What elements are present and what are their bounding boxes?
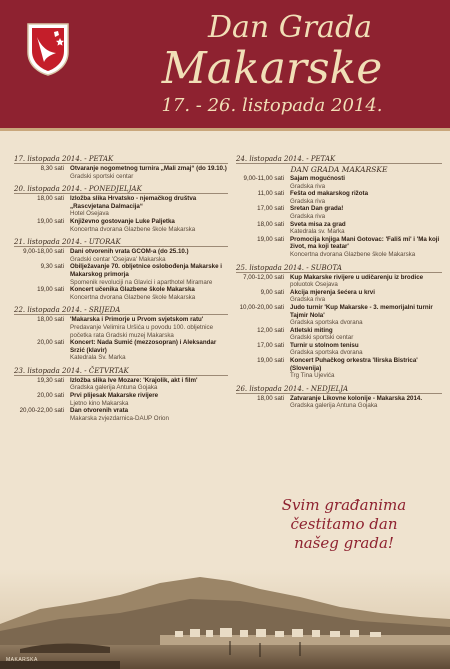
- event-time: 20,00 sati: [37, 392, 64, 400]
- greeting-line-1: Svim građanima: [281, 496, 407, 514]
- event-title: Judo turnir 'Kup Makarske - 3. memorijalni turnir Tajmir Nola': [290, 303, 433, 319]
- event-title: Kup Makarske rivijere u udičarenju iz brodice: [290, 273, 424, 281]
- event-item: [236, 236, 442, 259]
- day-divider: [14, 314, 228, 315]
- event-time: 12,00 sati: [257, 326, 284, 334]
- event-title: Književno gostovanje Luke Paljetka: [70, 217, 175, 225]
- day-divider: [14, 163, 228, 164]
- photo-credit: MAKARSKA: [6, 657, 38, 663]
- event-time: 18,00 sati: [37, 316, 64, 324]
- event-title: Sretan Dan grada!: [290, 205, 344, 213]
- day-header: [14, 365, 228, 377]
- day-divider: [14, 375, 228, 376]
- event-venue: Koncertna dvorana Glazbene škole Makarska: [70, 225, 196, 233]
- day-header: [14, 236, 228, 248]
- event-item: [236, 395, 442, 410]
- event-venue: Spomenik revoluciji na Glavici i aparthotel Miramare: [70, 278, 213, 286]
- event-venue: Katedrala Sv. Marka: [70, 354, 126, 362]
- day-label: 26. listopada 2014. - NEDJELJA: [236, 384, 349, 393]
- event-title: Promocija knjiga Mani Gotovac: 'Fališ mi' i 'Ma koji život, ma koji teatar': [290, 235, 440, 251]
- event-time: 17,00 sati: [257, 205, 284, 213]
- schedule-right-column: [236, 150, 442, 410]
- event-item: [14, 248, 228, 263]
- event-item: [14, 286, 228, 301]
- event-venue: Gradski sportski centar: [70, 172, 134, 180]
- event-venue: Gradski centar 'Osejava' Makarska: [70, 255, 166, 263]
- event-title: Fešta od makarskog rižota: [290, 190, 369, 198]
- event-title: Otvaranje nogometnog turnira „Mali zmaj“ (do 19.10.): [70, 165, 227, 172]
- day-divider: [236, 272, 442, 273]
- coat-of-arms-icon: [26, 22, 70, 76]
- day-divider: [236, 163, 442, 164]
- event-item: [14, 377, 228, 392]
- event-title: Sveta misa za grad: [290, 220, 346, 228]
- event-item: [236, 274, 442, 289]
- event-time: 19,00 sati: [257, 235, 284, 243]
- event-venue: Hotel Osejava: [70, 210, 109, 218]
- day-header: [14, 183, 228, 195]
- event-venue: Trg Tina Ujevića: [290, 372, 335, 380]
- event-dates: 17. - 26. listopada 2014.: [161, 95, 383, 116]
- title-line-1: Dan Grada: [207, 10, 373, 45]
- event-time: 19,00 sati: [257, 357, 284, 365]
- title-line-2: Makarske: [161, 43, 383, 94]
- event-item: [14, 165, 228, 180]
- event-venue: Gradska riva: [290, 182, 326, 190]
- event-item: [236, 327, 442, 342]
- event-item: [236, 205, 442, 220]
- event-title: Dan otvorenih vrata: [70, 407, 129, 415]
- day-label: 20. listopada 2014. - PONEDJELJAK: [14, 185, 142, 194]
- day-header: [14, 153, 228, 165]
- event-item: [236, 289, 442, 304]
- day-label: 23. listopada 2014. - ČETVRTAK: [14, 366, 129, 375]
- day-label: 22. listopada 2014. - SRIJEDA: [14, 306, 121, 315]
- header-banner: [0, 0, 450, 128]
- day-label: 17. listopada 2014. - PETAK: [14, 155, 114, 163]
- event-time: 9,00-11,00 sati: [243, 175, 284, 182]
- event-item: [236, 190, 442, 205]
- city-day-subtitle: DAN GRADA MAKARSKE: [290, 165, 388, 174]
- event-title: Dani otvorenih vrata GCOM-a (do 25.10.): [70, 248, 189, 256]
- day-header: [236, 383, 442, 395]
- event-item: [236, 304, 442, 327]
- event-venue: Makarska zvjezdarnica-DAUP Orion: [70, 414, 169, 422]
- schedule-left-column: [14, 150, 228, 422]
- greeting-message: [246, 496, 442, 553]
- day-label: 24. listopada 2014. - PETAK: [236, 155, 336, 163]
- header-divider: [0, 128, 450, 131]
- event-venue: Gradska riva: [290, 212, 326, 220]
- event-time: 8,30 sati: [40, 165, 64, 172]
- day-header: [236, 262, 442, 274]
- event-item: [236, 221, 442, 236]
- day-label: 25. listopada 2014. - SUBOTA: [236, 263, 342, 272]
- event-venue: Predavanje Velimira Uršića u povodu 100. obljetnice početka rata Gradski muzej Makarska: [70, 323, 214, 339]
- event-venue: Gradska riva: [290, 296, 326, 304]
- makarska-harbor-photo: [0, 569, 450, 669]
- event-venue: Gradska galerija Antuna Gojaka: [290, 402, 378, 410]
- event-title: Izložba slika Ive Mozare: 'Krajolik, akt i film': [70, 376, 198, 384]
- event-title: Turnir u stolnom tenisu: [290, 341, 359, 349]
- event-item: [14, 392, 228, 407]
- event-item: [14, 407, 228, 422]
- event-time: 10,00-20,00 sati: [239, 303, 284, 311]
- event-time: 9,00 sati: [260, 288, 284, 296]
- event-time: 20,00-22,00 sati: [19, 407, 64, 415]
- event-time: 18,00 sati: [37, 195, 64, 203]
- event-time: 19,30 sati: [37, 376, 64, 384]
- event-item: [14, 195, 228, 218]
- event-item: [236, 175, 442, 190]
- greeting-line-2: čestitamo dan: [290, 515, 398, 533]
- event-time: 20,00 sati: [37, 339, 64, 347]
- event-venue: Gradski sportski centar: [290, 334, 354, 342]
- event-title: Koncert učenika Glazbene škole Makarska: [70, 286, 195, 294]
- event-title: Akcija mjerenja šećera u krvi: [290, 288, 375, 296]
- event-time: 18,00 sati: [257, 220, 284, 228]
- greeting-line-3: našeg grada!: [294, 534, 394, 552]
- day-divider: [236, 393, 442, 394]
- event-venue: Koncertna dvorana Glazbene škole Makarska: [290, 250, 416, 258]
- event-venue: Gradska riva: [290, 197, 326, 205]
- event-title: Koncert: Nada Sumić (mezzosopran) i Aleksandar Srzić (klavir): [70, 339, 217, 354]
- event-item: [14, 218, 228, 233]
- day-divider: [14, 246, 228, 247]
- event-item: [14, 339, 228, 362]
- event-venue: Ljetno kino Makarska: [70, 399, 129, 407]
- event-title: 'Makarska i Primorje u Prvom svjetskom ratu': [70, 316, 204, 324]
- event-time: 17,00 sati: [257, 341, 284, 349]
- event-title: Koncert Puhačkog orkestra 'Ilirska Bistrica' (Slovenija): [290, 357, 418, 372]
- event-item: [236, 342, 442, 357]
- event-item: [14, 263, 228, 286]
- day-header: [14, 304, 228, 316]
- event-time: 19,00 sati: [37, 217, 64, 225]
- event-venue: Gradska sportska dvorana: [290, 319, 363, 327]
- event-venue: Gradska galerija Antuna Gojaka: [70, 384, 158, 392]
- event-time: 9,30 sati: [40, 263, 64, 271]
- event-venue: Katedrala sv. Marka: [290, 228, 345, 236]
- event-time: 11,00 sati: [257, 190, 284, 198]
- event-title: Obilježavanje 70. obljetnice oslobođenja Makarske i Makarskog primorja: [70, 263, 222, 278]
- event-venue: Koncertna dvorana Glazbene škole Makarska: [70, 293, 196, 301]
- event-time: 7,00-12,00 sati: [243, 273, 284, 281]
- event-venue: Gradska sportska dvorana: [290, 349, 363, 357]
- event-time: 19,00 sati: [37, 286, 64, 294]
- event-title: Sajam mogućnosti: [290, 175, 346, 182]
- event-time: 9,00-18,00 sati: [23, 248, 64, 256]
- event-time: 18,00 sati: [257, 394, 284, 402]
- event-title: Prvi plijesak Makarske rivijere: [70, 392, 159, 400]
- event-title: Zatvaranje Likovne kolonije - Makarska 2014.: [290, 394, 423, 402]
- event-title: Izložba slika Hrvatsko - njemačkog društva „Rascvjetana Dalmacija“: [70, 195, 197, 210]
- day-header: [236, 153, 442, 165]
- event-item: [236, 357, 442, 380]
- event-venue: poluotok Osejava: [290, 281, 338, 289]
- day-divider: [14, 193, 228, 194]
- event-item: [14, 316, 228, 339]
- event-title: Atletski miting: [290, 326, 333, 334]
- day-label: 21. listopada 2014. - UTORAK: [14, 238, 121, 247]
